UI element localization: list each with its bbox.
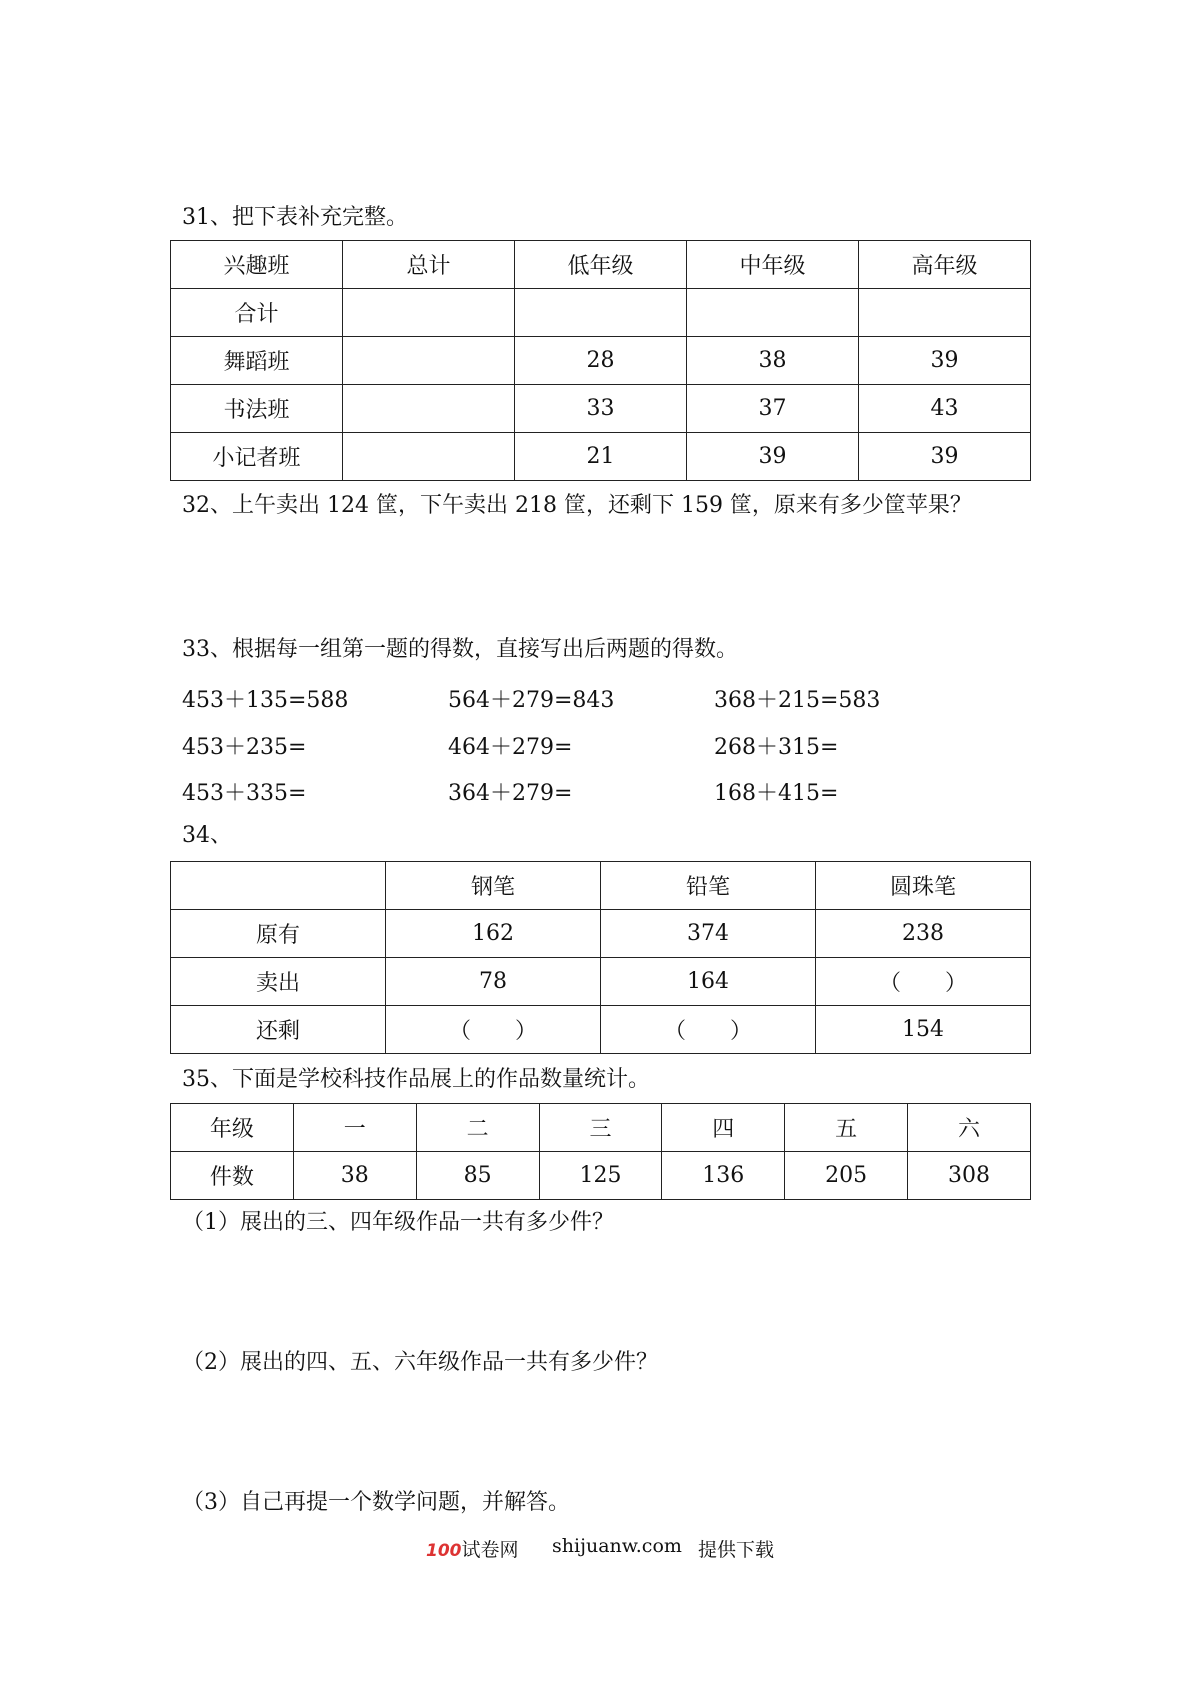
table-row (171, 433, 1031, 481)
equation: 453＋235= (182, 735, 307, 760)
q33-title: 33、根据每一组第一题的得数，直接写出后两题的得数。 (182, 637, 738, 662)
table-cell (859, 289, 1031, 337)
table-cell: 33 (515, 385, 687, 433)
table-header-cell: 钢笔 (386, 862, 601, 910)
table-cell: 28 (515, 337, 687, 385)
logo-text: 试卷网 (461, 1539, 519, 1561)
equation: 464＋279= (448, 735, 573, 760)
table-cell (343, 289, 515, 337)
table-cell (343, 337, 515, 385)
table-row (171, 910, 1031, 958)
table-row (171, 337, 1031, 385)
table-cell: （ ） (601, 1006, 816, 1054)
table-header-cell: 低年级 (515, 241, 687, 289)
table-cell (343, 385, 515, 433)
table-cell: 164 (601, 958, 816, 1006)
q31-title: 31、把下表补充完整。 (182, 205, 408, 230)
table-cell: 书法班 (171, 385, 343, 433)
table-header-cell: 三 (539, 1104, 662, 1152)
table-header-cell: 中年级 (687, 241, 859, 289)
table-row (171, 958, 1031, 1006)
table-cell: 还剩 (171, 1006, 386, 1054)
table-cell: 85 (416, 1152, 539, 1200)
table-header-cell: 五 (785, 1104, 908, 1152)
table-row (171, 1152, 1031, 1200)
q35-sub3: （3）自己再提一个数学问题，并解答。 (182, 1490, 570, 1515)
table-cell: 374 (601, 910, 816, 958)
equation: 453＋135=588 (182, 688, 349, 713)
equation: 268＋315= (714, 735, 839, 760)
table-cell: （ ） (816, 958, 1031, 1006)
table-cell: 合计 (171, 289, 343, 337)
table-header-cell: 总计 (343, 241, 515, 289)
table-cell: 39 (859, 337, 1031, 385)
table-header-cell: 高年级 (859, 241, 1031, 289)
table-header-row (171, 862, 1031, 910)
table-cell: 39 (687, 433, 859, 481)
equation: 368＋215=583 (714, 688, 881, 713)
table-row (171, 289, 1031, 337)
table-header-cell: 铅笔 (601, 862, 816, 910)
table-cell: 38 (293, 1152, 416, 1200)
table-header-cell: 年级 (171, 1104, 294, 1152)
table-header-cell: 六 (908, 1104, 1031, 1152)
q31-table (170, 240, 1031, 481)
table-cell: （ ） (386, 1006, 601, 1054)
table-cell: 205 (785, 1152, 908, 1200)
table-cell: 136 (662, 1152, 785, 1200)
q35-sub1: （1）展出的三、四年级作品一共有多少件？ (182, 1210, 614, 1235)
table-cell: 39 (859, 433, 1031, 481)
q35-sub2: （2）展出的四、五、六年级作品一共有多少件？ (182, 1350, 658, 1375)
table-cell: 162 (386, 910, 601, 958)
table-cell: 原有 (171, 910, 386, 958)
table-cell: 125 (539, 1152, 662, 1200)
table-cell: 78 (386, 958, 601, 1006)
table-header-cell (171, 862, 386, 910)
table-header-row (171, 1104, 1031, 1152)
equation: 564＋279=843 (448, 688, 615, 713)
equation: 168＋415= (714, 781, 839, 806)
q34-title: 34、 (182, 823, 232, 848)
table-cell: 舞蹈班 (171, 337, 343, 385)
table-cell (687, 289, 859, 337)
table-row (171, 385, 1031, 433)
q35-title: 35、下面是学校科技作品展上的作品数量统计。 (182, 1067, 650, 1092)
table-cell: 43 (859, 385, 1031, 433)
table-header-cell: 四 (662, 1104, 785, 1152)
footer-logo (426, 1535, 519, 1562)
table-header-cell: 二 (416, 1104, 539, 1152)
table-row (171, 1006, 1031, 1054)
table-cell: 154 (816, 1006, 1031, 1054)
footer-site: shijuanw.com (552, 1535, 682, 1557)
table-cell: 21 (515, 433, 687, 481)
footer-provide: 提供下载 (698, 1539, 775, 1561)
table-cell: 卖出 (171, 958, 386, 1006)
equation: 453＋335= (182, 781, 307, 806)
table-header-cell: 兴趣班 (171, 241, 343, 289)
table-cell (343, 433, 515, 481)
logo-number: 100 (426, 1541, 462, 1561)
table-cell: 小记者班 (171, 433, 343, 481)
table-cell: 238 (816, 910, 1031, 958)
table-cell: 件数 (171, 1152, 294, 1200)
q34-table (170, 861, 1031, 1054)
q35-table (170, 1103, 1031, 1200)
table-cell: 308 (908, 1152, 1031, 1200)
q32-text: 32、上午卖出 124 筐，下午卖出 218 筐，还剩下 159 筐，原来有多少筐苹果？ (182, 493, 972, 518)
table-header-row (171, 241, 1031, 289)
table-header-cell: 一 (293, 1104, 416, 1152)
equation: 364＋279= (448, 781, 573, 806)
table-cell: 38 (687, 337, 859, 385)
table-header-cell: 圆珠笔 (816, 862, 1031, 910)
table-cell (515, 289, 687, 337)
table-cell: 37 (687, 385, 859, 433)
